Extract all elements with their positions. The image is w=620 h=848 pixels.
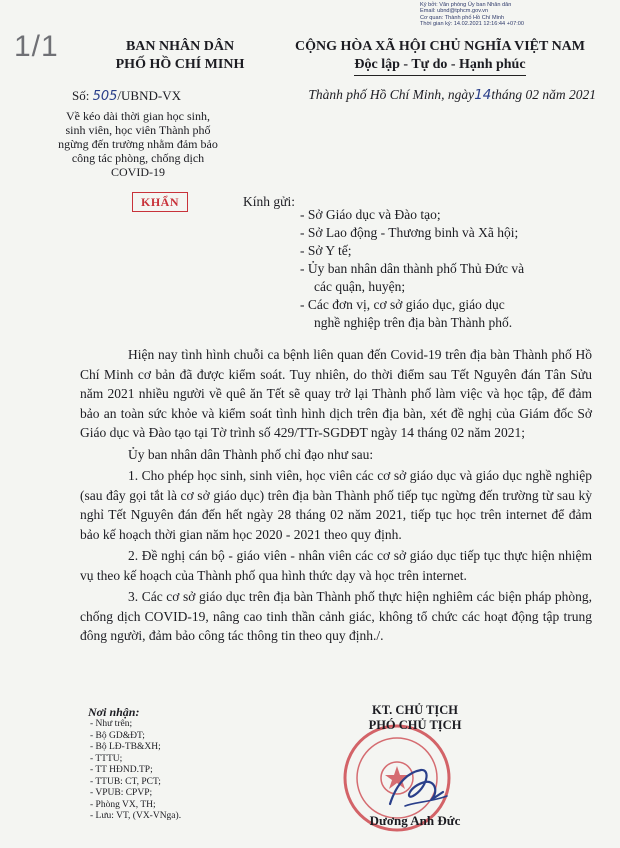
date-prefix: Thành phố Hồ Chí Minh, ngày	[308, 87, 475, 102]
digital-signature-block	[420, 2, 616, 28]
receiver-item: - VPUB: CPVP;	[90, 788, 153, 798]
national-motto: Độc lập - Tự do - Hạnh phúc	[354, 56, 525, 76]
document-body	[80, 345, 592, 648]
receiver-item: - Phòng VX, TH;	[90, 799, 156, 810]
recipient-item: - Sở Y tế;	[300, 243, 352, 258]
subject-line: công tác phòng, chống dịch	[71, 151, 205, 165]
doc-number-handwritten: 505	[92, 89, 118, 104]
doc-number-suffix: /UBND-VX	[117, 88, 181, 103]
issuing-organization	[82, 38, 278, 74]
subject-line: ngừng đến trường nhằm đảm bảo	[58, 137, 218, 151]
signer-name: Dương Anh Đức	[369, 813, 461, 828]
digital-signature-line: Email: ubnd@tphcm.gov.vn	[420, 8, 489, 15]
date-day-handwritten: 14	[474, 87, 492, 103]
receiver-item: - TTTU;	[90, 753, 123, 764]
document-number	[72, 88, 181, 104]
receiver-item: - Bộ LĐ-TB&XH;	[90, 742, 161, 752]
nation-title: CỘNG HÒA XÃ HỘI CHỦ NGHĨA VIỆT NAM	[294, 39, 585, 54]
subject-line: COVID-19	[111, 165, 165, 179]
document-subject	[56, 109, 220, 179]
org-line-2: PHỐ HỒ CHÍ MINH	[115, 57, 245, 72]
urgent-stamp: KHẨN	[132, 192, 188, 212]
receivers-list	[90, 719, 181, 823]
signatory-line-2: PHÓ CHỦ TỊCH	[368, 718, 462, 732]
national-heading	[270, 38, 610, 76]
body-paragraph: Hiện nay tình hình chuỗi ca bệnh liên quan đến Covid-19 trên địa bàn Thành phố Hồ Chí Minh cơ bản đã được kiểm soát. Tuy nhiên, do thời điểm sau Tết Nguyên đán Tân Sửu năm 2021 nhiều người về quê ăn Tết sẽ quay trở lại Thành phố làm việc và học tập, để đảm bảo an toàn sức khỏe và kiểm soát tình hình dịch trên địa bàn, xét đề nghị của Giám đốc Sở Giáo dục và Đào tạo tại Tờ trình số 429/TTr-SGDĐT ngày 14 tháng 02 năm 2021;	[80, 347, 592, 440]
date-suffix: tháng 02 năm 2021	[491, 87, 596, 102]
page-counter: 1/1	[14, 30, 59, 63]
subject-line: sinh viên, học viên Thành phố	[65, 123, 211, 137]
receiver-item: - Bộ GD&ĐT;	[90, 730, 145, 741]
receiver-item: - TTUB: CT, PCT;	[90, 776, 161, 787]
recipient-item: nghề nghiệp trên địa bàn Thành phố.	[314, 315, 513, 330]
signatory-line-1: KT. CHỦ TỊCH	[371, 703, 458, 717]
receivers-title: Nơi nhận:	[88, 705, 140, 719]
body-paragraph: Ủy ban nhân dân Thành phố chỉ đạo như sau:	[128, 446, 374, 462]
recipient-item: - Sở Lao động - Thương binh và Xã hội;	[300, 225, 519, 240]
org-line-1: BAN NHÂN DÂN	[125, 39, 235, 54]
body-paragraph: 1. Cho phép học sinh, sinh viên, học viên các cơ sở giáo dục và giáo dục nghề nghiệp (sau đây gọi tắt là cơ sở giáo dục) trên địa bàn Thành phố tiếp tục ngừng đến trường từ sau kỳ nghỉ Tết Nguyên đán đến hết ngày 28 tháng 02 năm 2021, tiếp tục học trên internet để đảm bảo kế hoạch thời gian năm học 2020 - 2021 theo quy định.	[80, 468, 592, 542]
doc-number-prefix: Số:	[72, 88, 90, 103]
recipient-item: - Ủy ban nhân dân thành phố Thủ Đức và	[300, 261, 525, 276]
greeting: Kính gửi:	[243, 194, 295, 209]
body-paragraph: 3. Các cơ sở giáo dục trên địa bàn Thành phố thực hiện nghiêm các biện pháp phòng, chống dịch COVID-19, nâng cao tinh thần cảnh giác, không tổ chức các hoạt động tập trung đông người, đảm bảo công tác thông tin theo quy định./.	[80, 589, 592, 643]
recipient-item: - Sở Giáo dục và Đào tạo;	[300, 207, 441, 222]
date-line	[276, 87, 596, 103]
subject-line: Về kéo dài thời gian học sinh,	[66, 109, 210, 123]
digital-signature-line: Cơ quan: Thành phố Hồ Chí Minh	[420, 14, 505, 21]
recipient-item: - Các đơn vị, cơ sở giáo dục, giáo dục	[300, 297, 505, 312]
receiver-item: - Lưu: VT, (VX-VNga).	[90, 811, 182, 821]
body-paragraph: 2. Đề nghị cán bộ - giáo viên - nhân viên các cơ sở giáo dục tiếp tục thực hiện nhiệm vụ theo kế hoạch của Thành phố qua hình thức dạy và học trên internet.	[80, 548, 592, 583]
receiver-item: - TT HĐND.TP;	[90, 765, 153, 775]
digital-signature-line: Thời gian ký: 14.02.2021 12:16:44 +07:00	[420, 21, 524, 28]
recipient-list	[300, 206, 600, 332]
signatory-title	[340, 703, 490, 733]
recipient-item: các quận, huyện;	[314, 279, 406, 294]
receiver-item: - Như trên;	[90, 719, 133, 729]
digital-signature-line: Ký bởi: Văn phòng Ủy ban Nhân dân	[420, 2, 512, 8]
